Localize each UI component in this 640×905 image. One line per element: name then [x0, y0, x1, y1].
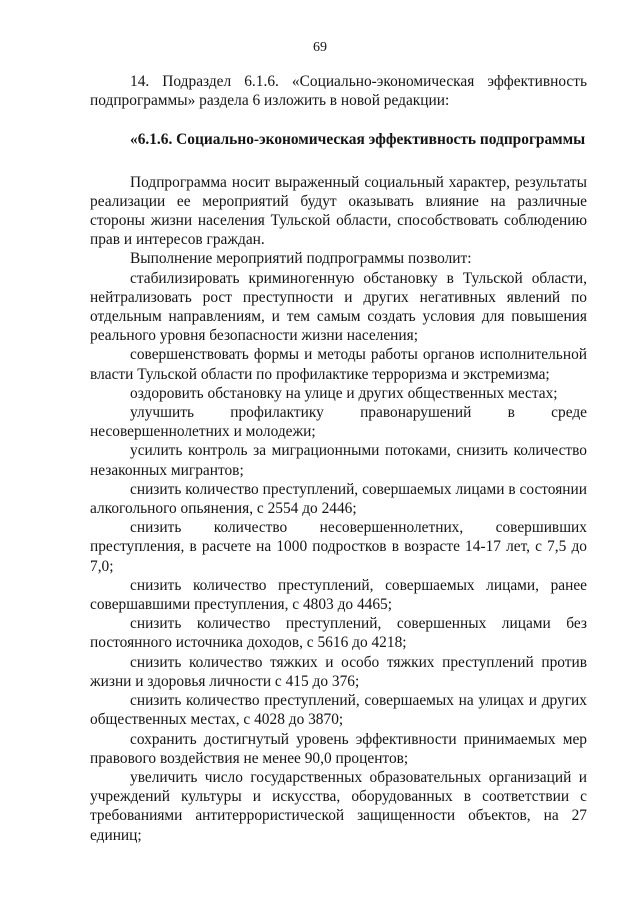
list-item: улучшить профилактику правонарушений в среде несовершеннолетних и молодежи;	[90, 404, 587, 441]
paragraph: Подпрограмма носит выраженный социальный характер, результаты реализации ее мероприятий будут оказывать влияние на различные стороны жизни населения Тульской области, способствовать соблюдению прав и интересов граждан.	[90, 173, 587, 249]
list-item: снизить количество преступлений, совершенных лицами без постоянного источника доходов, с 5616 до 4218;	[90, 615, 587, 652]
list-item: оздоровить обстановку на улице и других общественных местах;	[130, 384, 558, 402]
list-item: снизить количество тяжких и особо тяжких преступлений против жизни и здоровья личности с 415 до 376;	[90, 653, 587, 690]
paragraph: Выполнение мероприятий подпрограммы позволит:	[130, 250, 472, 268]
list-item: увеличить число государственных образовательных организаций и учреждений культуры и искусства, оборудованных в соответствии с требованиями антитеррористической защищенности объектов, на 27 единиц;	[90, 768, 587, 844]
page-number: 69	[313, 40, 327, 55]
list-item: усилить контроль за миграционными потоками, снизить количество незаконных мигрантов;	[90, 442, 587, 479]
list-item: совершенствовать формы и методы работы органов исполнительной власти Тульской области по профилактике терроризма и экстремизма;	[90, 346, 587, 383]
document-body	[90, 72, 587, 845]
list-item: стабилизировать криминогенную обстановку в Тульской области, нейтрализовать рост преступности и других негативных явлений по отдельным направлениям, и тем самым создать условия для повышения реального уровня безопасности жизни населения;	[90, 269, 587, 345]
list-item: снизить количество несовершеннолетних, совершивших преступления, в расчете на 1000 подростков в возрасте 14-17 лет, с 7,5 до 7,0;	[90, 519, 587, 575]
list-item: снизить количество преступлений, совершаемых лицами, ранее совершавшими преступления, с 4803 до 4465;	[90, 576, 587, 614]
section-heading: «6.1.6. Социально-экономическая эффективность подпрограммы	[130, 131, 586, 149]
list-item: снизить количество преступлений, совершаемых лицами в состоянии алкогольного опьянения, с 2554 до 2446;	[90, 480, 587, 518]
list-item: сохранить достигнутый уровень эффективности принимаемых мер правового воздействия не менее 90,0 процентов;	[90, 730, 587, 767]
list-item: снизить количество преступлений, совершаемых на улицах и других общественных местах, с 4028 до 3870;	[90, 692, 587, 729]
amendment-intro: 14. Подраздел 6.1.6. «Социально-экономическая эффективность подпрограммы» раздела 6 изложить в новой редакции:	[90, 73, 587, 110]
